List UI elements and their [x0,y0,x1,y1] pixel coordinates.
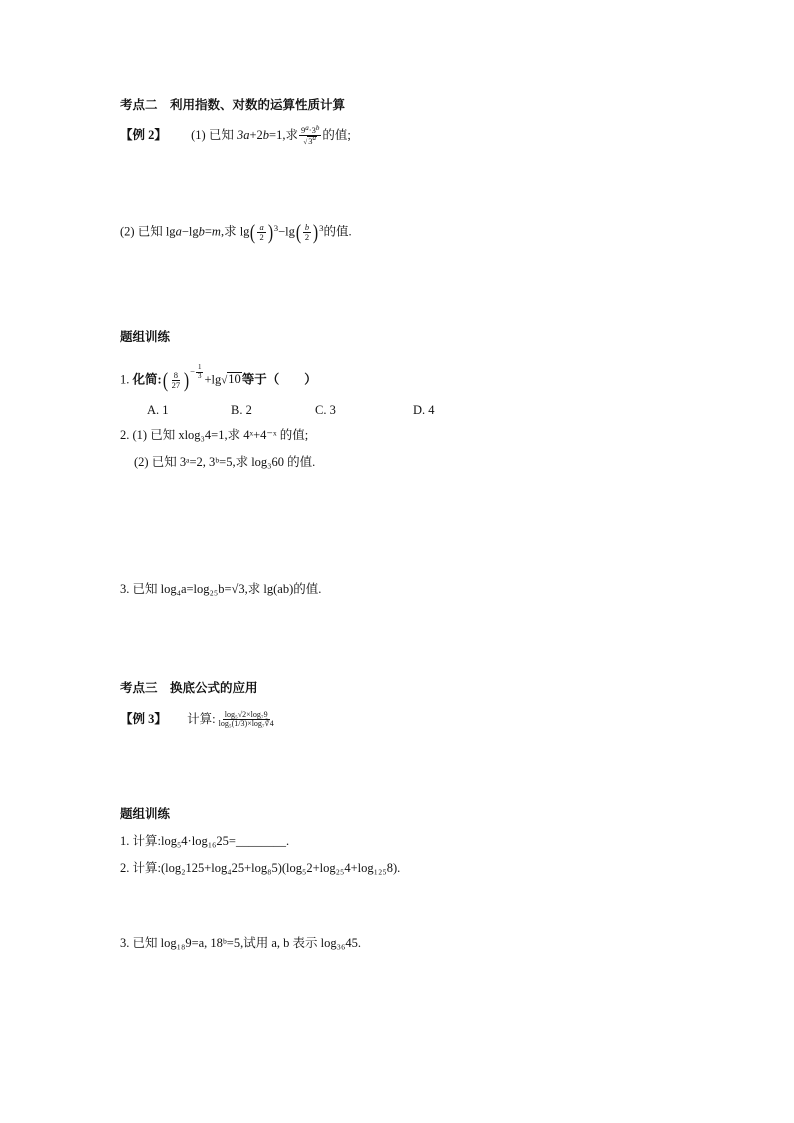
example3 [120,711,277,729]
p1-label: 化简: [132,372,162,387]
q2-mid: ,求 [220,224,240,239]
practice1-p1: 1. 化简:( $\frac{8}{27}$ )$^{- \frac{1}{3}}$ +lg√10等于（ ） [120,363,317,392]
option-a: A. 1 [147,403,169,417]
practice2-p2: 2. 计算:(log₂125+log₄25+log₈5)(log₅2+log₂₅4+log₁₂₅8). [120,861,401,875]
q2-suffix: 的值. [323,224,352,239]
practice2-title: 题组训练 [120,807,171,821]
example3-calc-label: 计算: [187,711,216,726]
example2-label: 【例 2】 [120,128,167,142]
practice1-p2-line1: 2. (1) 已知 xlog₃4=1,求 4ˣ+4⁻ˣ 的值; [120,428,309,442]
practice2-p3: 3. 已知 log₁₈9=a, 18ᵇ=5,试用 a, b 表示 log₃₆45. [120,936,361,950]
q1-mid: ,求 [282,128,298,142]
q1-fraction: $\frac{9^a\cdot 3^b}{√3^a}$ [300,123,320,146]
example3-fraction: $\frac{\text{log₅√2×log₇9}}{\text{log₅(1/3)×log₇∛4}}$ [218,710,274,729]
option-b: B. 2 [231,403,252,417]
q1-prefix: (1) 已知 [191,128,237,142]
example2-q1: 【例 2】 (1) 已知 3a+2b=1,求 $\frac{9^a\cdot 3^b}{√3^a}$ 的值; [120,123,351,146]
practice1-options [0,404,794,418]
option-c: C. 3 [315,403,336,417]
q1-condition: 3a [236,128,250,142]
q1-suffix: 的值; [322,128,351,142]
q2-prefix: (2) 已知 [120,224,166,239]
p1-suffix: 等于（ ） [241,372,317,387]
section2-title: 考点二 利用指数、对数的运算性质计算 [120,98,346,112]
practice1-title: 题组训练 [120,330,171,344]
practice1-p2-line2: (2) 已知 3ᵃ=2, 3ᵇ=5,求 log₃60 的值. [134,455,316,469]
practice2-p1: 1. 计算:log₅4·log₁₆25=________. [120,834,290,848]
practice1-p3: 3. 已知 log₄a=log₂₅b=√3,求 lg(ab)的值. [120,582,322,596]
section3-title: 考点三 换底公式的应用 [120,681,258,695]
example2-q2: (2) 已知 lga−lgb=m,求 lg( $\frac{a}{2}$ )$^3$−lg( $\frac{b}{2}$ )$^3$的值. [120,220,352,244]
option-d: D. 4 [413,403,435,417]
example3-label: 【例 3】 [120,711,167,726]
p1-fraction: $\frac{8}{27}$ [171,370,181,390]
